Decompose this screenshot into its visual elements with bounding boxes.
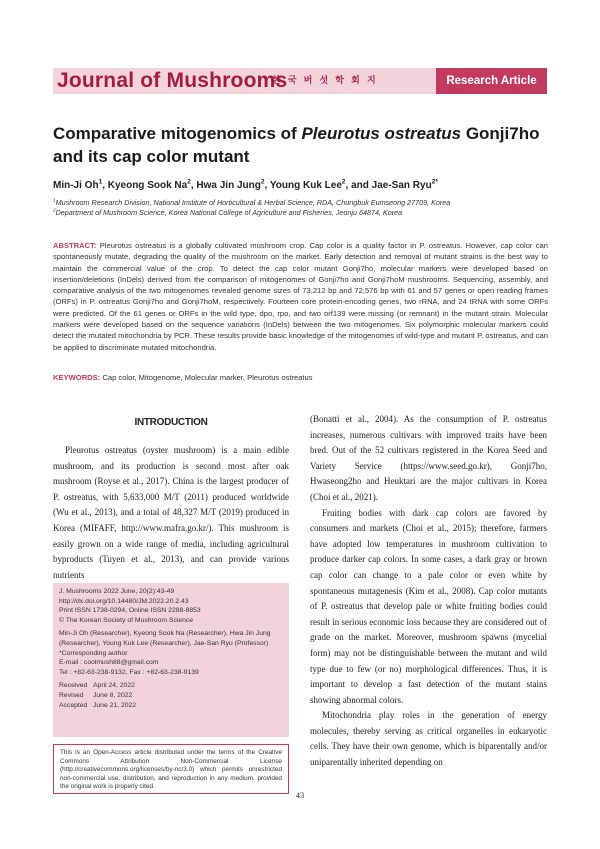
left-column [53,443,289,583]
article-type-badge: Research Article [436,68,547,94]
abstract [53,240,548,353]
author-name: Young Kuk Lee [269,180,342,191]
author-name: Hwa Jin Jung [196,180,261,191]
page-number: 43 [295,790,305,800]
citation: J. Mushrooms 2022 June, 20(2):43-49 [59,588,175,595]
copyright: © The Korean Society of Mushroom Science [59,616,194,624]
author-name: Jae-San Ryu [371,180,432,191]
revised-date: Revised June 8, 2022 [59,691,133,699]
accepted-date: Accepted June 21, 2022 [59,701,137,709]
intro-paragraph: Mitochondria play roles in the generation of energy molecules, thereby serving as critical organelles in eukaryotic cells. They have their own genome, which is biparentally and/or uniparentally inherited depending on [310,710,547,768]
intro-paragraph: Pleurotus ostreatus (oyster mushroom) is a main edible mushroom, and its production is second most after oak mushroom (Royse et al., 2017). China is the largest producer of P. ostreatus, with 5,633,000 M/T (2011) produced worldwide (Wu et al., 2013), and a total of 48,327 M/T (2019) produced in Korea (MIFAFF, http://www.mafra.go.kr/). This mushroom is easily grown on a wide range of media, including agricultural byproducts (Tuyen et al., 2013), and can provide various nutrients [53,445,289,580]
keywords-text: Cap color, Mitogenome, Molecular marker, Pleurotus ostreatus [102,373,313,382]
corresponding-author: *Corresponding author [59,649,128,657]
email: E-mail : coolmush88@gmail.com [59,659,159,667]
keywords [53,373,548,382]
intro-paragraph: (Bonatti et al., 2004). As the consumption of P. ostreatus increases, numerous cultivars with improved traits have been bred. Out of the 52 cultivars registered in the Korea Seed and Variety Service (https://www.seed.go.kr), Gonji7ho, Hwaseong2ho and Heuktari are the major cultivars in Korea (Choi et al., 2021). [310,414,547,502]
author-roles: Min-Ji Oh (Researcher), Kyeong Sook Na (Researcher), Hwa Jin Jung (Researcher), Young Kuk Lee (Researcher), Jae-San Ryu (Professor) [59,630,271,647]
intro-paragraph: Fruiting bodies with dark cap colors are favored by consumers and markets (Choi et al., 2015); therefore, farmers have adopted low temperatures in mushroom cultivation to produce darker cap colors. In some cases, a dark gray or brown cap color can change to a pale color or even white by spontaneous mutagenesis (Kim et al., 2008). Cap color mutants of P. ostreatus that develop pale or white fruiting bodies could result in serious economic loss because they are considered out of grade on the market. Moreover, mushroom spawns (mycelial form) may not be distinguishable between the mutant and wild type due to few (or no) morphological differences. Thus, it is important to develop a fast detection of the mutant stains showing abnormal colors. [310,507,547,705]
phone-fax: Tel : +82-63-238-9132, Fax : +82-63-238-9139 [59,668,199,676]
received-date: Received April 24, 2022 [59,682,135,690]
journal-title: Journal of Mushrooms [57,69,288,92]
article-info-box [53,583,289,737]
right-column [310,412,547,771]
article-title: Comparative mitogenomics of Pleurotus ostreatus Gonji7ho and its cap color mutant [53,124,540,166]
affiliation-2: $^2$Department of Mushroom Science, Korea National College of Agriculture and Fisheries, Jeonju 64874, Korea [53,207,403,217]
open-access-notice: This is an Open-Access article distributed under the terms of the Creative Commons Attribution Non-Commercial License (http://creativecommons.org/licenses/by-nc/3.0) which permits unrestricted non-commercial use, distribution, and reproduction in any medium, provided the original work is properly cited. [53,744,289,794]
author-name: Kyeong Sook Na [107,180,188,191]
abstract-label: ABSTRACT: [53,241,97,250]
author-list: Min-Ji Oh$^1$, Kyeong Sook Na$^2$, Hwa Jin Jung$^2$, Young Kuk Lee$^2$, and Jae-San Ryu$^{2*}$ [53,178,438,191]
abstract-text: Pleurotus ostreatus is a globally cultivated mushroom crop. Cap color is a quality factor in P. ostreatus. However, cap color can spontaneously mutate, degrading the quality of the mushroom on the market. Early detection and removal of mutant strains is the best way to maintain the commercial value of the crop. To detect the cap color mutant Gonji7ho, molecular markers were developed based on insertion/deletions (InDels) derived from the comparison of mitogenomes of Gonji7ho and Gonji7hoM mushrooms. Sequencing, assembly, and comparative analysis of the two mitogenomes revealed genome sizes of 73,212 bp and 72,576 bp with 61 and 57 genes or open reading frames (ORFs) in P. ostreatus Gonji7ho and Gonji7hoM, respectively. Fourteen core protein-encoding genes, two rRNA, and 24 tRNA with some ORFs were predicted. Of the 61 genes or ORFs in the wild type, dpo, rpo, and two orf139 were missing (or remnant) in the mutant strain. Molecular markers were developed based on the sequence variations (InDels) between the two mitogenomes. Six polymorphic molecular markers could detect the mutated mitochondria by PCR. These results provide basic knowledge of the mitogenomes of wild-type and mutant P. ostreatus, and can be applied to discriminate mutated mitochondria. [53,241,548,352]
author-name: Min-Ji Oh [53,180,99,191]
issn: Print ISSN 1738-0294, Online ISSN 2288-8853 [59,607,201,615]
journal-korean-title: 한 국 버 섯 학 회 지 [272,76,378,86]
affiliation-1: $^1$Mushroom Research Division, National Institute of Horticultural & Herbal Science, RDA, Chungbuk Eumseong 27709, Korea [53,197,451,207]
doi-link[interactable]: http://dx.doi.org/10.14480/JM.2022.20.2.43 [59,597,189,605]
keywords-label: KEYWORDS: [53,373,101,382]
section-heading-introduction: INTRODUCTION [134,417,208,428]
